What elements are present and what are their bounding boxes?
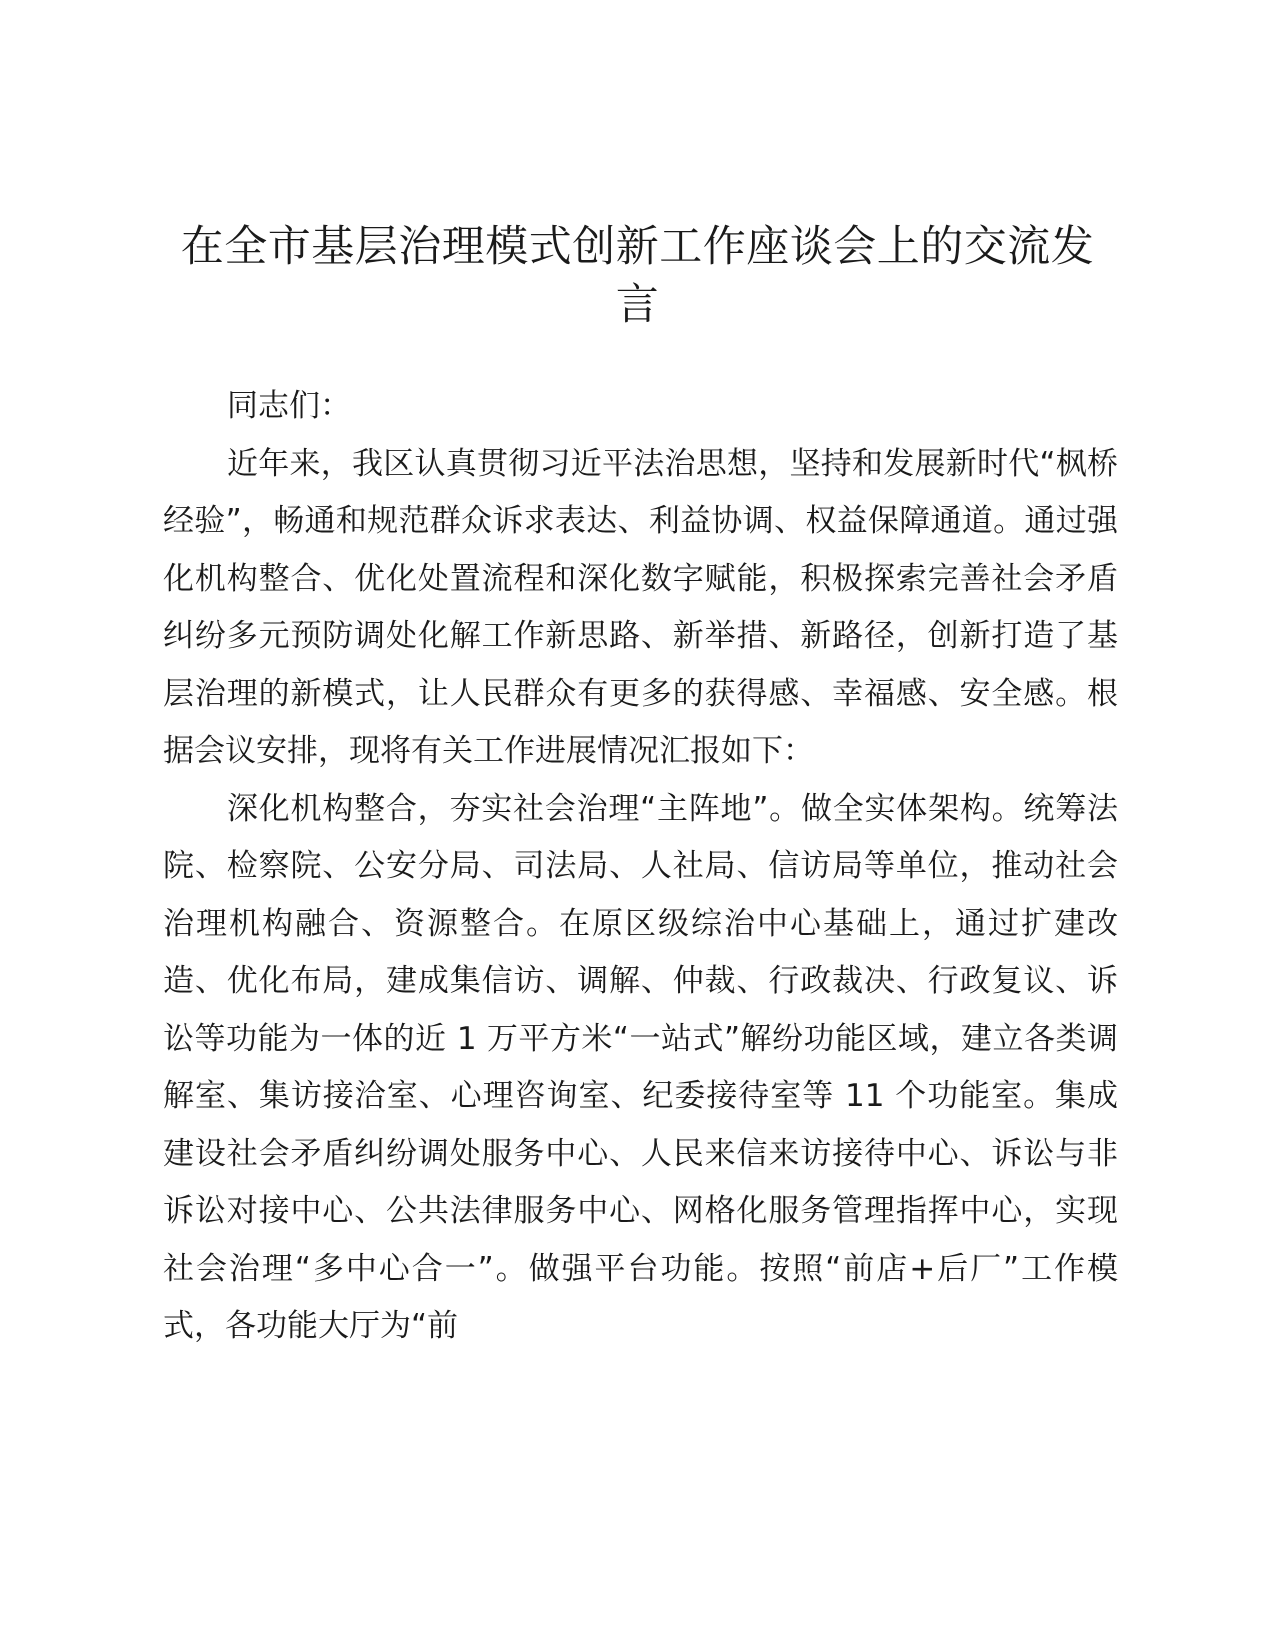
document-body <box>163 378 1118 1356</box>
paragraph-intro: 近年来，我区认真贯彻习近平法治思想，坚持和发展新时代“枫桥经验”，畅通和规范群众诉求表达、利益协调、权益保障通道。通过强化机构整合、优化处置流程和深化数字赋能，积极探索完善社会矛盾纠纷多元预防调处化解工作新思路、新举措、新路径，创新打造了基层治理的新模式，让人民群众有更多的获得感、幸福感、安全感。根据会议安排，现将有关工作进展情况汇报如下： <box>163 445 1118 769</box>
salutation: 同志们： <box>227 388 351 424</box>
document-title: 在全市基层治理模式创新工作座谈会上的交流发言 <box>180 222 1095 330</box>
paragraph-section-1: 深化机构整合，夯实社会治理“主阵地”。做全实体架构。统筹法院、检察院、公安分局、司法局、人社局、信访局等单位，推动社会治理机构融合、资源整合。在原区级综治中心基础上，通过扩建改造、优化布局，建成集信访、调解、仲裁、行政裁决、行政复议、诉讼等功能为一体的近 1 万平方米“一站式”解纷功能区域，建立各类调解室、集访接洽室、心理咨询室、纪委接待室等 11 个功能室。集成建设社会矛盾纠纷调处服务中心、人民来信来访接待中心、诉讼与非诉讼对接中心、公共法律服务中心、网格化服务管理指挥中心，实现社会治理“多中心合一”。做强平台功能。按照“前店+后厂”工作模式，各功能大厅为“前 <box>163 790 1118 1344</box>
